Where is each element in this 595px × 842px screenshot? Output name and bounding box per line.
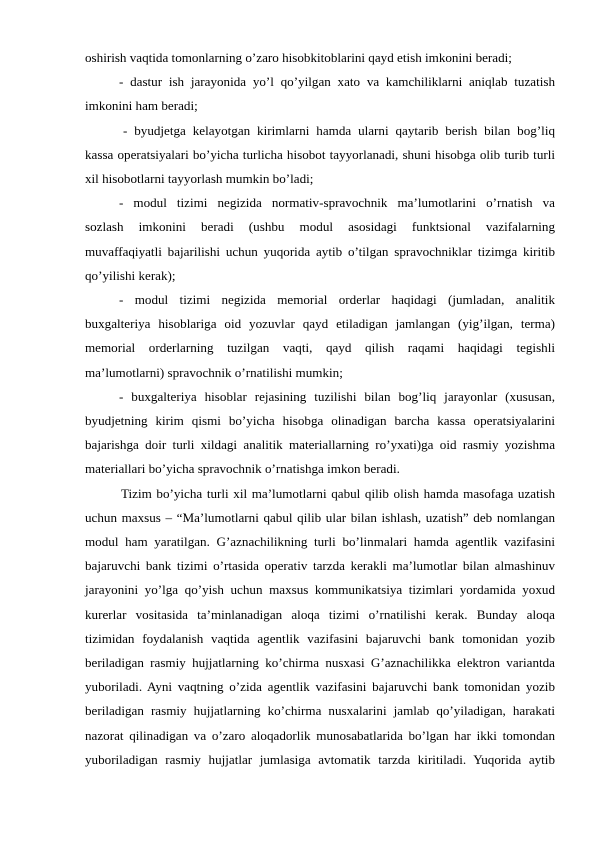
text-line: jarayonini yo’lga qo’yish uchun maxsus kommunikatsiya tizimlari yordamida yoxud xyxy=(85,582,555,598)
text-line: materiallari bo’yicha spravochnik o’rnatishga imkon beradi. xyxy=(85,461,400,477)
text-line: uchun maxsus – “Ma’lumotlarni qabul qilib ular bilan ishlash, uzatish” deb nomlangan xyxy=(85,509,555,525)
text-line: - modul tizimi negizida normativ-spravochnik ma’lumotlarini o’rnatish va xyxy=(119,195,555,211)
text-line: nazorat qilinadigan va o’zaro aloqadorlik munosabatlarida bo’lgan har ikki tomondan xyxy=(85,727,555,743)
text-line: xil hisobotlarni tayyorlash mumkin bo’ladi; xyxy=(85,171,314,186)
text-line: yuboriladi. Ayni vaqtning o’zida agentlik vazifasini bajaruvchi bank tomonidan yozib xyxy=(85,679,555,695)
text-line: Tizim bo’yicha turli xil ma’lumotlarni qabul qilib olish hamda masofaga uzatish xyxy=(121,485,555,501)
text-line: memorial orderlarning tuzilgan vaqti, qayd qilish raqami haqidagi tegishli xyxy=(85,340,555,356)
text-line: imkonini ham beradi; xyxy=(85,98,198,114)
text-line: - byudjetga kelayotgan kirimlarni hamda ularni qaytarib berish bilan bog’liq xyxy=(123,122,555,138)
text-line: muvaffaqiyatli bajarilishi uchun yuqorida aytib o’tilgan spravochniklar tizimga kiritib xyxy=(85,243,555,259)
text-line: sozlash imkonini beradi (ushbu modul asosidagi funktsional vazifalarning xyxy=(85,219,555,235)
text-line: - buxgalteriya hisoblar rejasining tuzilishi bilan bog’liq jarayonlar (xususan, xyxy=(119,388,555,404)
text-line: modul ham yaratilgan. G’aznachilikning turli bo’linmalari hamda agentlik vazifasini xyxy=(85,534,555,549)
text-line: yuboriladigan rasmiy hujjatlar jumlasiga avtomatik tarzda kiritiladi. Yuqorida aytib xyxy=(85,751,555,767)
text-line: buxgalteriya hisoblariga oid yozuvlar qayd etiladigan jamlangan (yig’ilgan, terma) xyxy=(85,316,555,332)
text-line: bajarishga doir turli xildagi analitik materiallarning ro’yxati)ga oid rasmiy yozishma xyxy=(85,437,555,453)
text-line: bajaruvchi bank tizimi o’rtasida operativ tarzda kerakli ma’lumotlar bilan almashinuv xyxy=(85,558,555,574)
text-line: kurerlar vositasida ta’minlanadigan aloqa tizimi o’rnatilishi kerak. Bunday aloqa xyxy=(85,606,555,622)
text-line: - modul tizimi negizida memorial orderlar haqidagi (jumladan, analitik xyxy=(119,292,555,307)
text-line: byudjetning kirim qismi bo’yicha hisobga olinadigan barcha kassa operatsiyalarini xyxy=(85,413,555,428)
text-line: - dastur ish jarayonida yo’l qo’yilgan xato va kamchiliklarni aniqlab tuzatish xyxy=(119,74,555,90)
text-line: oshirish vaqtida tomonlarning o’zaro hisobkitoblarini qayd etish imkonini beradi; xyxy=(85,50,512,65)
text-line: qo’yilishi kerak); xyxy=(85,267,176,283)
text-line: kassa operatsiyalari bo’yicha turlicha hisobot tayyorlanadi, shuni hisobga olib turib turli xyxy=(85,146,555,162)
text-line: ma’lumotlarni) spravochnik o’rnatilishi mumkin; xyxy=(85,364,343,380)
text-line: beriladigan rasmiy hujjatlarning ko’chirma nusxalarini jamlab qo’yiladigan, harakati xyxy=(85,703,555,719)
text-line: beriladigan rasmiy hujjatlarning ko’chirma nusxasi G’aznachilikka elektron variantda xyxy=(85,655,555,670)
text-line: tizimidan foydalanish vaqtida agentlik vazifasini bajaruvchi bank tomonidan yozib xyxy=(85,630,555,646)
